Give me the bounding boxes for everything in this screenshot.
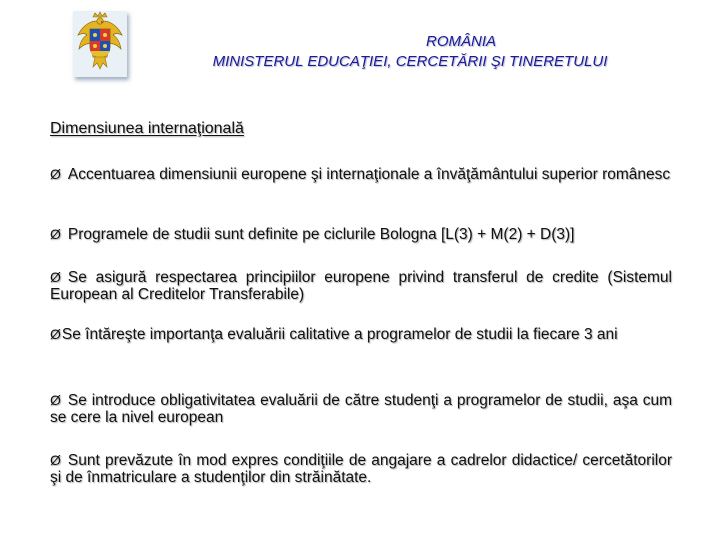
bullet-text: Se întăreşte importanţa evaluării calitative a programelor de studii la fiecare 3 ani	[61, 326, 618, 343]
romanian-coat-of-arms-icon	[73, 11, 127, 77]
bullet-text: Se asigură respectarea principiilor europene privind transferul de credite (Sistemul European al Creditelor Transferabile)	[50, 269, 672, 303]
bullet-text: Programele de studii sunt definite pe ciclurile Bologna [L(3) + M(2) + D(3)]	[67, 226, 575, 243]
slide-title: Dimensiunea internaţională	[50, 120, 244, 137]
coat-of-arms-logo	[73, 11, 127, 77]
bullet-item	[50, 452, 672, 486]
bullet-item	[50, 226, 672, 243]
bullet-text: Se introduce obligativitatea evaluării de către studenţi a programelor de studii, aşa cum se cere la nivel european	[50, 392, 672, 426]
bullet-text: Sunt prevăzute în mod expres condiţiile de angajare a cadrelor didactice/ cercetătorilor şi de înmatriculare a studenţilor din străinătate.	[50, 452, 672, 486]
arrow-bullet-icon: Ø	[50, 269, 61, 285]
bullet-text: Accentuarea dimensiunii europene şi internaţionale a învăţământului superior românesc	[67, 166, 671, 183]
arrow-bullet-icon: Ø	[50, 226, 61, 242]
bullet-item	[50, 326, 672, 343]
arrow-bullet-icon: Ø	[50, 166, 61, 182]
arrow-bullet-icon: Ø	[50, 452, 61, 468]
bullet-item	[50, 269, 672, 303]
ministry-header	[160, 32, 660, 72]
bullet-item	[50, 392, 672, 426]
arrow-bullet-icon: Ø	[50, 326, 61, 342]
country-name: ROMÂNIA	[425, 33, 496, 50]
bullet-item	[50, 166, 672, 183]
arrow-bullet-icon: Ø	[50, 392, 61, 408]
ministry-name: MINISTERUL EDUCAŢIEI, CERCETĂRII ŞI TINERETULUI	[212, 53, 608, 70]
